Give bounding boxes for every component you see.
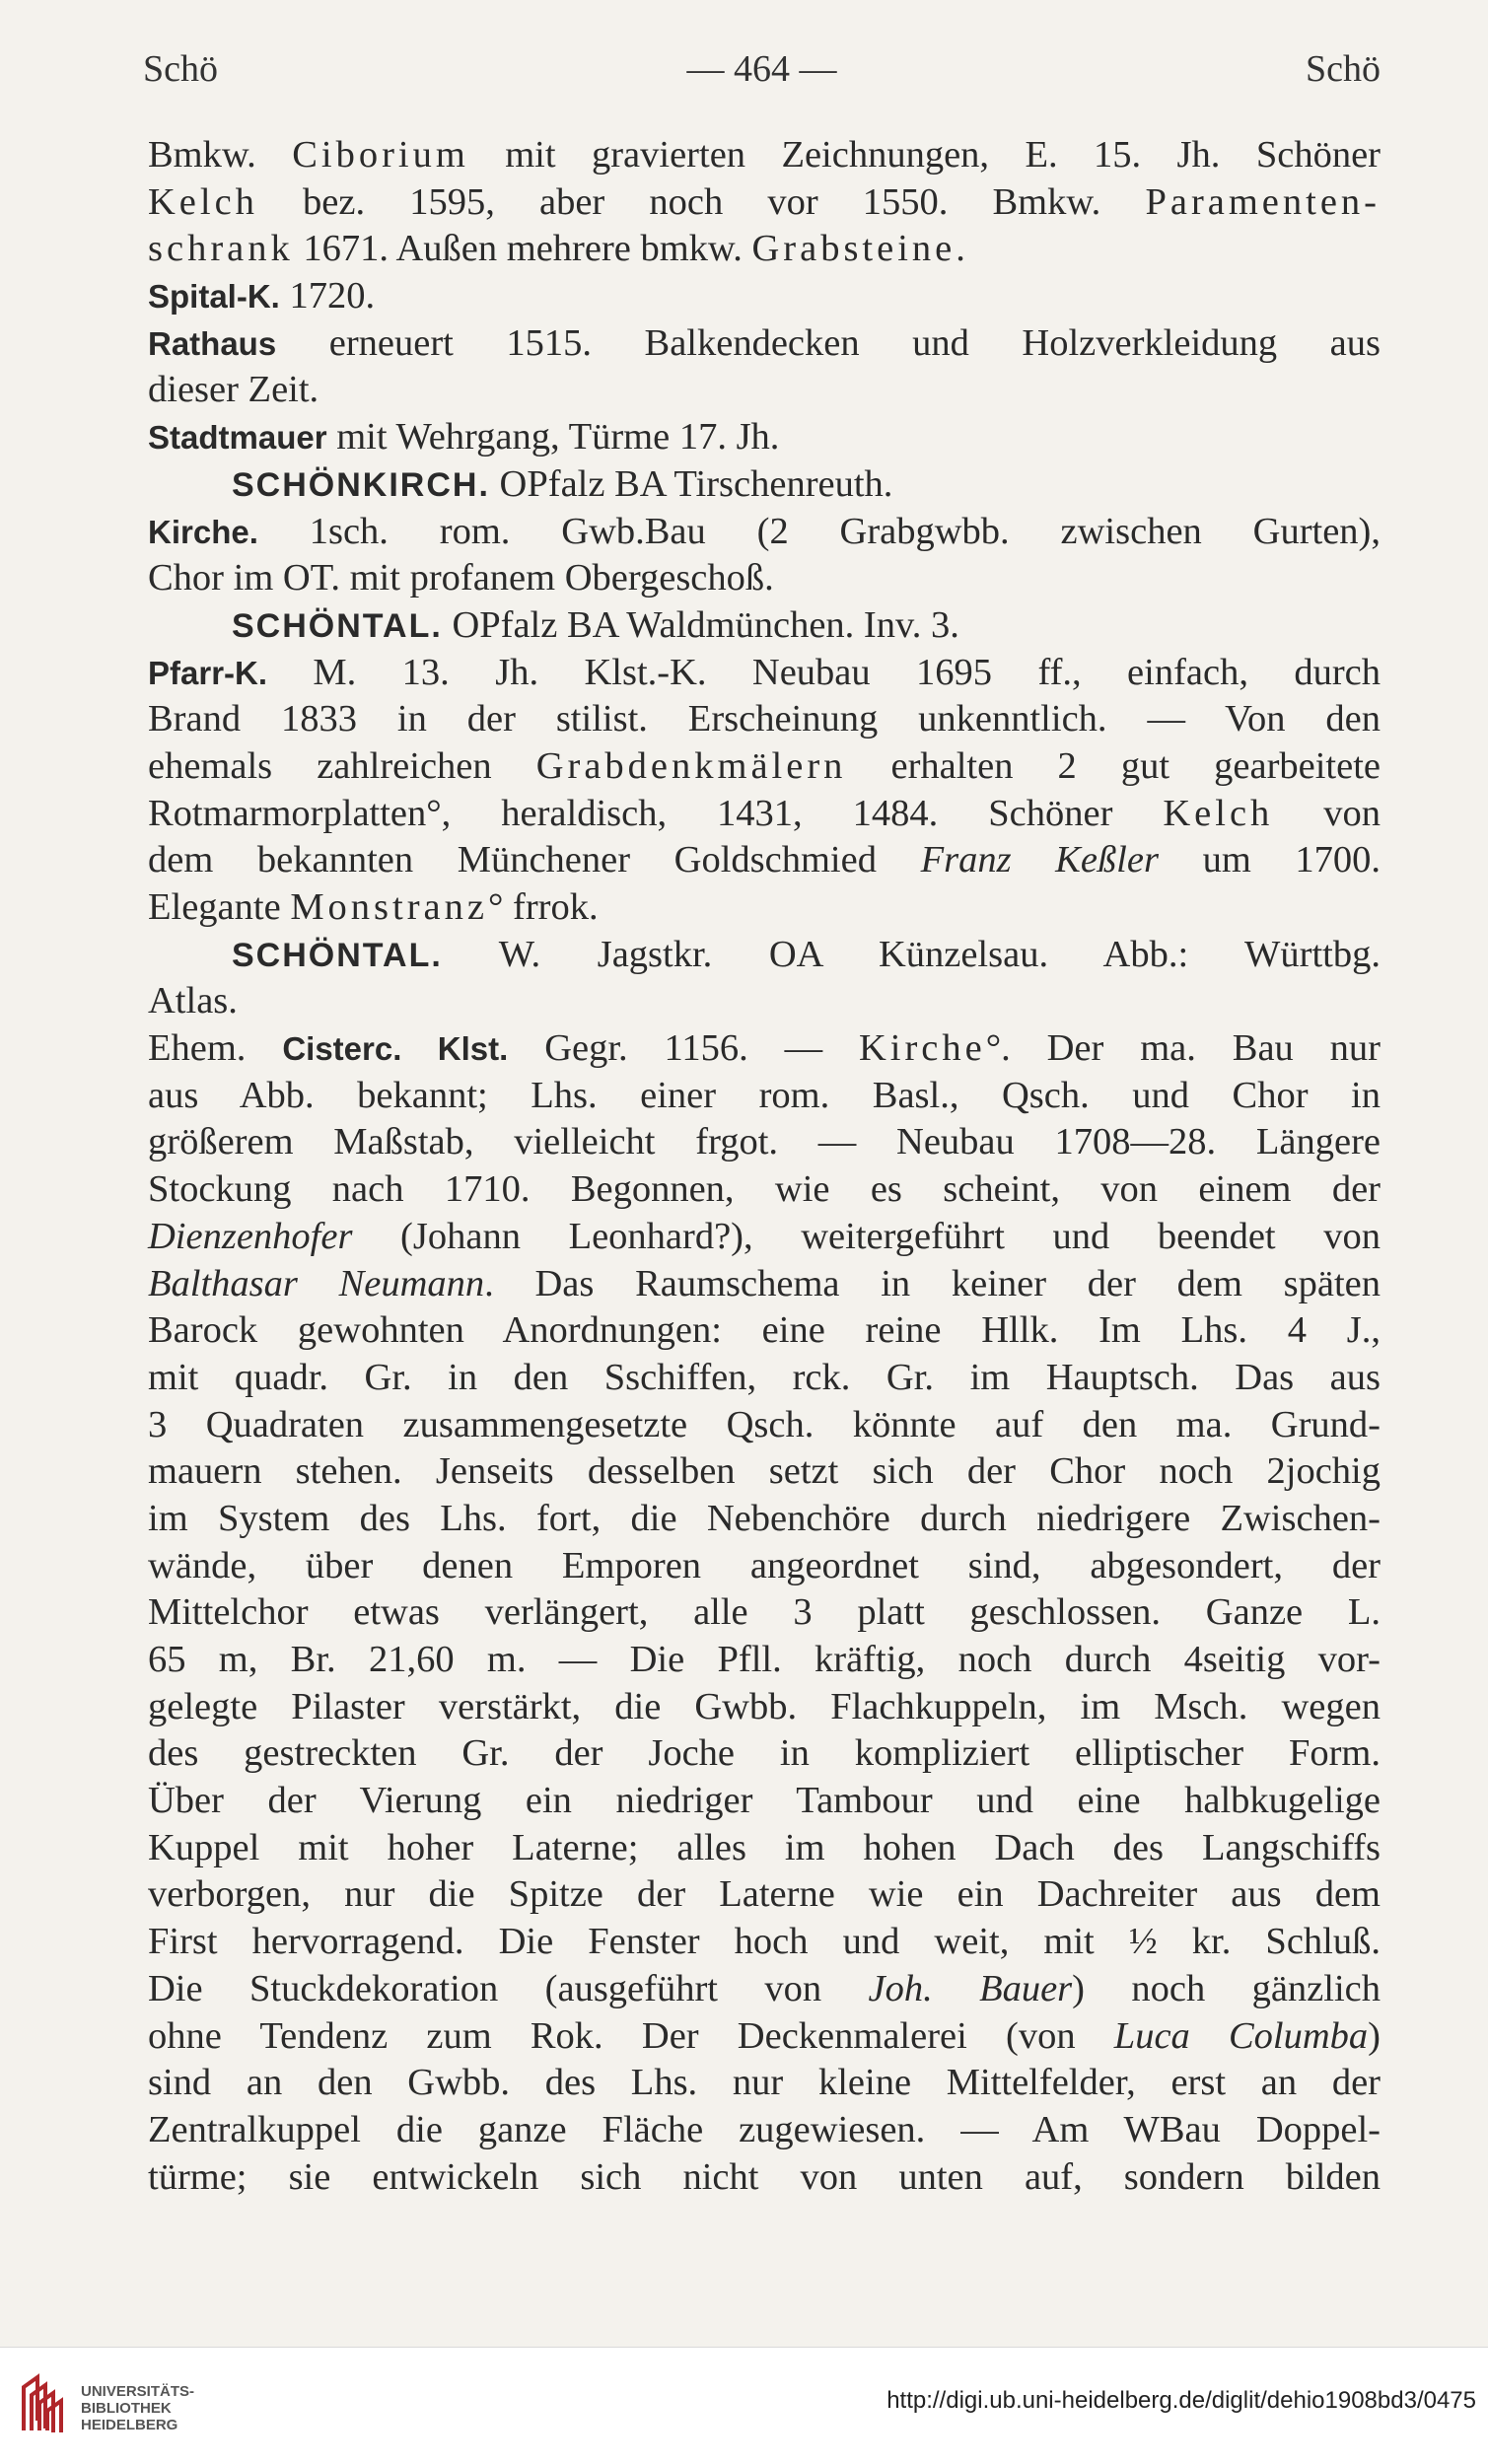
text-run: dem bekannten Münchener Goldschmied — [148, 839, 921, 881]
text-run: OPfalz BA Tirschenreuth. — [489, 462, 893, 505]
text-run: ohne Tendenz zum Rok. Der Deckenmalerei (von — [148, 2014, 1114, 2057]
library-footer — [0, 2347, 1488, 2464]
text-run: Kelch — [148, 180, 258, 223]
text-run: Ciborium — [292, 134, 469, 176]
running-header — [143, 47, 1381, 97]
text-line — [148, 320, 1381, 368]
text-line — [148, 1684, 1381, 1731]
body-text — [148, 132, 1381, 2201]
text-line — [148, 650, 1381, 697]
text-run: Monstranz — [290, 886, 488, 928]
text-run: Zentralkuppel die ganze Fläche zugewiesen. — Am WBau Doppel- — [148, 2108, 1381, 2150]
text-run: erhalten 2 gut gearbeitete — [846, 744, 1381, 787]
entry-heading: SCHÖNTAL. — [232, 606, 443, 645]
text-run: 1720. — [279, 275, 376, 317]
text-run: mit quadr. Gr. in den Sschiffen, rck. Gr. im Hauptsch. Das aus — [148, 1356, 1381, 1398]
text-line — [148, 884, 1381, 932]
text-line — [148, 1543, 1381, 1590]
text-line — [148, 414, 1381, 461]
artist-name: Luca Columba — [1113, 2014, 1369, 2057]
text-line — [148, 1166, 1381, 1214]
text-line — [148, 273, 1381, 320]
entry-heading: SCHÖNTAL. — [232, 936, 443, 974]
text-run: im System des Lhs. fort, die Nebenchöre durch niedrigere Zwischen- — [148, 1497, 1381, 1539]
artist-name: Balthasar Neumann — [148, 1262, 485, 1304]
text-run: °. Der ma. Bau nur — [985, 1027, 1381, 1070]
text-run: First hervorragend. Die Fenster hoch und weit, mit ½ kr. Schluß. — [148, 1921, 1381, 1963]
section-label: Stadtmauer — [148, 419, 327, 457]
text-run: türme; sie entwickeln sich nicht von unten auf, sondern bilden — [148, 2155, 1381, 2198]
text-run: Bmkw. — [148, 134, 293, 176]
text-run: wände, über denen Emporen angeordnet sind, abgesondert, der — [148, 1544, 1381, 1586]
text-line — [148, 696, 1381, 743]
text-run: größerem Maßstab, vielleicht frgot. — Neubau 1708—28. Längere — [148, 1121, 1381, 1163]
permalink-url[interactable]: http://digi.ub.uni-heidelberg.de/diglit/dehio1908bd3/0475 — [886, 2387, 1476, 2414]
text-line — [148, 978, 1381, 1025]
text-line — [148, 1119, 1381, 1166]
text-line — [148, 791, 1381, 838]
text-run: erneuert 1515. Balkendecken und Holzverkleidung aus — [276, 321, 1381, 364]
text-run: mit gravierten Zeichnungen, E. 15. Jh. Schöner — [468, 134, 1381, 176]
text-line — [148, 1355, 1381, 1402]
library-logo-icon — [18, 2373, 67, 2434]
text-run: von — [1273, 792, 1382, 834]
text-run: ° frrok. — [487, 886, 599, 928]
text-run: Brand 1833 in der stilist. Erscheinung unkenntlich. — Von den — [148, 698, 1381, 740]
text-run: Stockung nach 1710. Begonnen, wie es scheint, von einem der — [148, 1168, 1381, 1211]
text-run: W. Jagstkr. OA Künzelsau. Abb.: Württbg. — [442, 933, 1381, 975]
text-line — [148, 932, 1381, 979]
text-run: ) noch gänzlich — [1072, 1967, 1381, 2009]
text-line — [148, 461, 1381, 509]
text-line — [148, 367, 1381, 414]
section-label: Pfarr-K. — [148, 654, 268, 691]
text-run: Ehem. — [148, 1027, 283, 1070]
section-label: Spital-K. — [148, 278, 280, 316]
text-run: Rotmarmorplatten°, heraldisch, 1431, 1484. Schöner — [148, 792, 1164, 834]
text-run: Kuppel mit hoher Laterne; alles im hohen Dach des Langschiffs — [148, 1826, 1381, 1868]
library-name-line: HEIDELBERG — [81, 2417, 178, 2433]
text-run: bez. 1595, aber noch vor 1550. Bmkw. — [257, 180, 1146, 223]
entry-heading: SCHÖNKIRCH. — [232, 465, 490, 504]
text-run: ) — [1368, 2014, 1381, 2057]
text-line — [148, 179, 1381, 227]
text-run: Elegante — [148, 886, 291, 928]
text-line — [148, 602, 1381, 650]
text-run: sind an den Gwbb. des Lhs. nur kleine Mittelfelder, erst an der — [148, 2062, 1381, 2104]
text-line — [148, 2107, 1381, 2154]
text-line — [148, 1307, 1381, 1355]
library-name-line: UNIVERSITÄTS- — [81, 2383, 195, 2400]
text-run: dieser Zeit. — [148, 369, 319, 411]
text-line — [148, 1448, 1381, 1496]
text-line — [148, 1637, 1381, 1684]
text-line — [148, 1730, 1381, 1778]
text-run: schrank — [148, 228, 294, 270]
text-run: 1sch. rom. Gwb.Bau (2 Grabgwbb. zwischen Gurten), — [257, 510, 1381, 552]
text-line — [148, 1496, 1381, 1543]
text-line — [148, 226, 1381, 273]
text-run: Grabsteine — [751, 228, 957, 270]
text-run: . — [956, 228, 965, 270]
text-run: Barock gewohnten Anordnungen: eine reine Hllk. Im Lhs. 4 J., — [148, 1309, 1381, 1352]
text-run: Mittelchor etwas verlängert, alle 3 platt geschlossen. Ganze L. — [148, 1591, 1381, 1634]
text-run: verborgen, nur die Spitze der Laterne wie ein Dachreiter aus dem — [148, 1873, 1381, 1916]
page-number: — 464 — — [686, 48, 837, 90]
text-line — [148, 1825, 1381, 1872]
header-right-keyword: Schö — [1306, 48, 1381, 90]
text-run: mauern stehen. Jenseits desselben setzt sich der Chor noch 2jochig — [148, 1450, 1381, 1493]
text-run: Chor im OT. mit profanem Obergeschoß. — [148, 557, 774, 599]
text-run: Die Stuckdekoration (ausgeführt von — [148, 1967, 869, 2009]
text-run: 3 Quadraten zusammengesetzte Qsch. könnte auf den ma. Grund- — [148, 1403, 1381, 1445]
section-label: Rathaus — [148, 324, 277, 362]
section-label: Cisterc. Klst. — [282, 1030, 509, 1068]
text-line — [148, 1261, 1381, 1308]
text-run: um 1700. — [1158, 839, 1381, 881]
text-line — [148, 837, 1381, 884]
text-line — [148, 2013, 1381, 2061]
artist-name: Dienzenhofer — [148, 1215, 353, 1257]
text-run: mit Wehrgang, Türme 17. Jh. — [326, 416, 780, 458]
text-run: gelegte Pilaster verstärkt, die Gwbb. Flachkuppeln, im Msch. wegen — [148, 1685, 1381, 1727]
text-line — [148, 132, 1381, 179]
text-line — [148, 1073, 1381, 1120]
text-run: 1671. Außen mehrere bmkw. — [293, 228, 752, 270]
header-left-keyword: Schö — [143, 48, 218, 90]
text-run: Kirche — [858, 1027, 986, 1070]
text-line — [148, 1402, 1381, 1449]
text-line — [148, 555, 1381, 602]
text-line — [148, 1214, 1381, 1261]
text-line — [148, 1025, 1381, 1073]
text-run: Atlas. — [148, 980, 238, 1022]
text-run: Paramenten- — [1145, 180, 1381, 223]
text-run: OPfalz BA Waldmünchen. Inv. 3. — [442, 603, 959, 646]
section-label: Kirche. — [148, 513, 258, 550]
text-line — [148, 2060, 1381, 2107]
text-run: 65 m, Br. 21,60 m. — Die Pfll. kräftig, noch durch 4seitig vor- — [148, 1639, 1381, 1680]
artist-name: Joh. Bauer — [868, 1967, 1073, 2009]
text-run: Über der Vierung ein niedriger Tambour und eine halbkugelige — [148, 1780, 1381, 1822]
text-run: Grabdenkmälern — [535, 744, 847, 787]
text-run: Kelch — [1163, 792, 1274, 834]
text-line — [148, 1871, 1381, 1919]
text-line — [148, 1966, 1381, 2013]
text-run: des gestreckten Gr. der Joche in kompliziert elliptischer Form. — [148, 1732, 1381, 1775]
text-run: (Johann Leonhard?), weitergeführt und beendet von — [352, 1215, 1381, 1257]
text-line — [148, 1919, 1381, 1966]
text-run: Gegr. 1156. — — [508, 1027, 859, 1070]
text-run: aus Abb. bekannt; Lhs. einer rom. Basl., Qsch. und Chor in — [148, 1074, 1381, 1116]
text-line — [148, 1589, 1381, 1637]
text-run: . Das Raumschema in keiner der dem späten — [484, 1262, 1381, 1304]
library-name-line: BIBLIOTHEK — [81, 2400, 172, 2417]
text-run: M. 13. Jh. Klst.-K. Neubau 1695 ff., einfach, durch — [267, 651, 1381, 693]
text-line — [148, 2154, 1381, 2202]
text-line — [148, 1778, 1381, 1825]
text-line — [148, 509, 1381, 556]
library-name — [81, 2383, 194, 2433]
text-run: ehemals zahlreichen — [148, 744, 536, 787]
artist-name: Franz Keßler — [920, 839, 1159, 881]
text-line — [148, 743, 1381, 791]
